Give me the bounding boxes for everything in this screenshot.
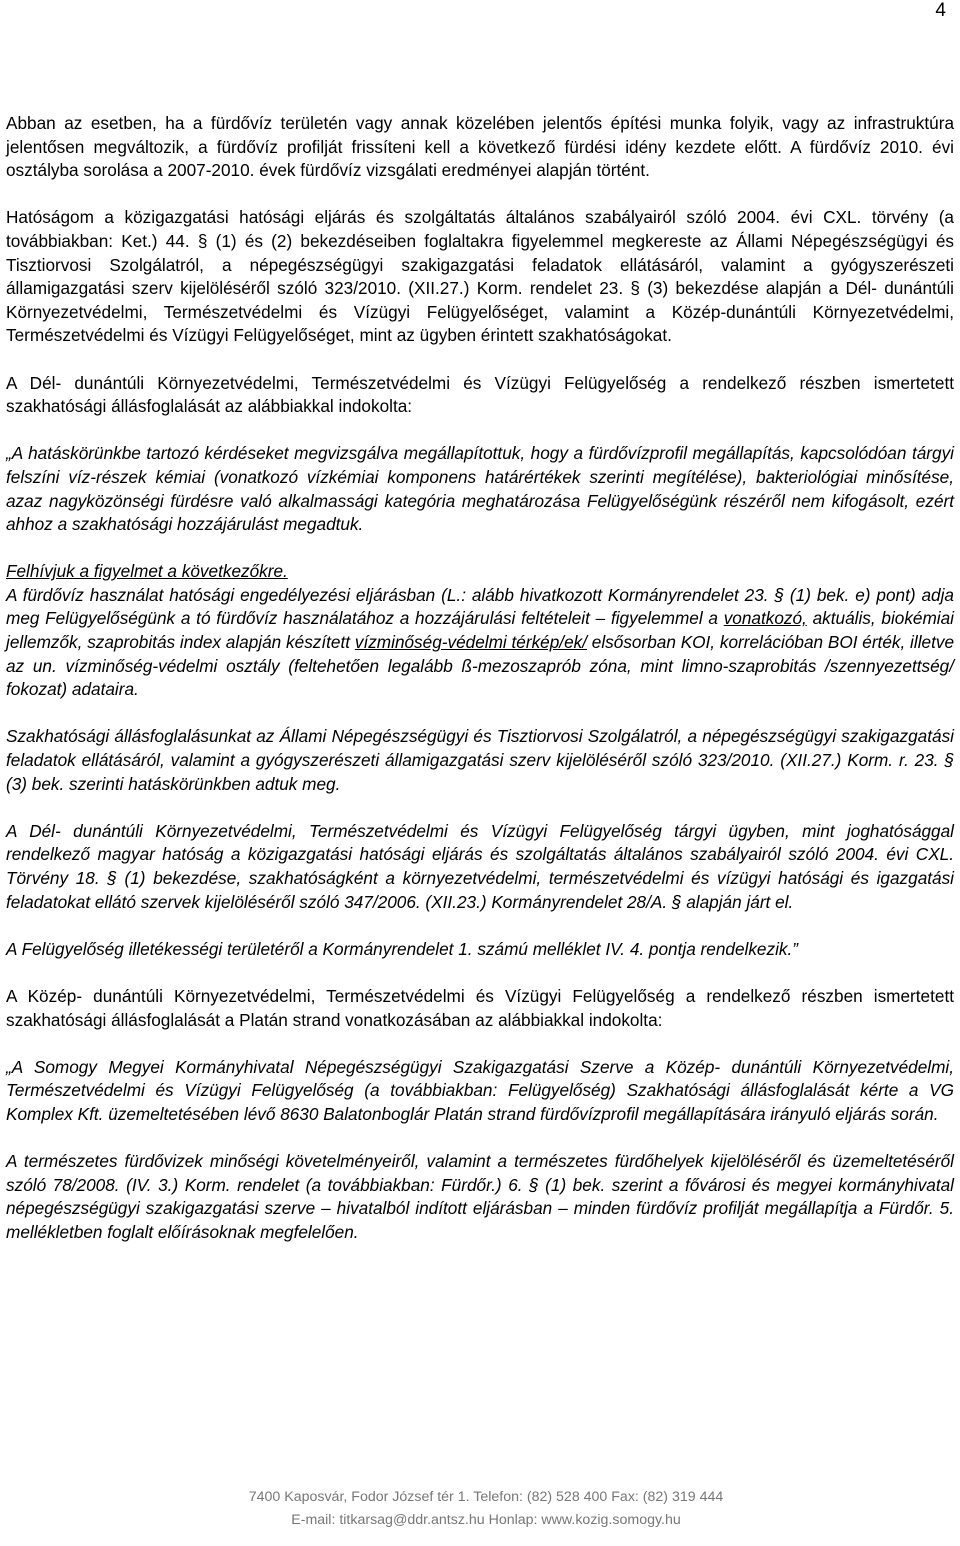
attention-text-underlined-1: vonatkozó, — [723, 608, 807, 629]
paragraph-kd-quote-request: „A Somogy Megyei Kormányhivatal Népegészségügyi Szakigazgatási Szerve a Közép- dunántúli Környezetvédelmi, Természetvédelmi és Vízügyi Felügyelőség (a továbbiakban: Felügyelőség) Szakhatósági állásfoglalását kérte a VG Komplex Kft. üzemeltetésében lévő 8630 Balatonboglár Platán strand fürdővízprofil megállapítására irányuló eljárás során. — [6, 1056, 954, 1124]
footer-address: 7400 Kaposvár, Fodor József tér 1. Telefon: (82) 528 400 Fax: (82) 319 444 — [248, 1489, 724, 1505]
attention-text-c: elsősorban KOI, korrelációban BOI érték, illetve az un. vízminőség-védelmi osztály (feltehetően legalább ß-mezoszaprób zóna, mint limno-szaprobitás /szennyezettség/ fokozat) adataira. — [6, 632, 955, 700]
paragraph-attention-body — [6, 584, 954, 702]
paragraph-attention-title: Felhívjuk a figyelmet a következőkre. — [6, 561, 288, 582]
paragraph-dd-quote-findings: „A hatáskörünkbe tartozó kérdéseket megvizsgálva megállapítottuk, hogy a fürdővízprofil megállapítás, kapcsolódóan tárgyi felszíni víz-részek kémiai (vonatkozó vízkémiai komponens határértékek szerinti megítélése), bakteriológiai minősítése, azaz nagyközönségi fürdésre való alkalmassági kategória meghatározása Felügyelőségünk részéről nem kifogásolt, ezért ahhoz a szakhatósági hozzájárulást megadtuk. — [6, 443, 954, 535]
paragraph-kd-quote-regulation: A természetes fürdővizek minőségi követelményeiről, valamint a természetes fürdőhelyek kijelöléséről és üzemeltetéséről szóló 78/2008. (IV. 3.) Korm. rendelet (a továbbiakban: Fürdőr.) 6. § (1) bek. szerint a fővárosi és megyei kormányhivatal népegészségügyi szakigazgatási szerve – hivatalból indított eljárásban – minden fürdővíz profilját megállapítja a Fürdőr. 5. mellékletben foglalt előírásoknak megfelelően. — [6, 1151, 954, 1242]
page-number: 4 — [935, 0, 946, 21]
attention-text-a: A fürdővíz használat hatósági engedélyezési eljárásban (L.: alább hivatkozott Kormányrendelet 23. § (1) bek. e) pont) adja meg Felügyelőségünk a tó fürdővíz használatához a hozzájárulási feltételeit – figyelemmel a — [6, 584, 954, 629]
paragraph-dd-competence: Szakhatósági állásfoglalásunkat az Állami Népegészségügyi és Tisztiorvosi Szolgálatról, a népegészségügyi szakigazgatási feladatok ellátásáról, valamint a gyógyszerészeti államigazgatási szerv kijelöléséről szóló 323/2010. (XII.27.) Korm. r. 23. § (3) bek. szerinti hatáskörünkben adtuk meg. — [6, 726, 954, 794]
paragraph-kd-intro: A Közép- dunántúli Környezetvédelmi, Természetvédelmi és Vízügyi Felügyelőség a rendelkező részben ismertetett szakhatósági állásfoglalását a Platán strand vonatkozásában az alábbiakkal indokolta: — [6, 985, 954, 1030]
page-footer — [0, 1486, 960, 1532]
paragraph-authority-request: Hatóságom a közigazgatási hatósági eljárás és szolgáltatás általános szabályairól szóló 2004. évi CXL. törvény (a továbbiakban: Ket.) 44. § (1) és (2) bekezdéseiben foglaltakra figyelemmel megkereste az Állami Népegészségügyi és Tisztiorvosi Szolgálatról, a népegészségügyi szakigazgatási feladatok ellátásáról, valamint a gyógyszerészeti államigazgatási szerv kijelöléséről szóló 323/2010. (XII.27.) Korm. rendelet 23. § (3) bekezdése alapján a Dél- dunántúli Környezetvédelmi, Természetvédelmi és Vízügyi Felügyelőséget, valamint a Közép-dunántúli Környezetvédelmi, Természetvédelmi és Vízügyi Felügyelőséget, mint az ügyben érintett szakhatóságokat. — [6, 207, 954, 346]
paragraph-bathing-water-profile: Abban az esetben, ha a fürdővíz területén vagy annak közelében jelentős építési munka folyik, vagy az infrastruktúra jelentősen megváltozik, a fürdővíz profilját frissíteni kell a következő fürdési idény kezdete előtt. A fürdővíz 2010. évi osztályba sorolása a 2007-2010. évek fürdővíz vizsgálati eredményei alapján történt. — [6, 113, 954, 181]
document-body — [6, 112, 954, 1268]
attention-text-underlined-2: vízminőség-védelmi térkép/ek/ — [354, 632, 587, 653]
attention-text-b: aktuális, biokémiai jellemzők, szaprobitás index alapján készített — [6, 608, 954, 653]
paragraph-dd-intro: A Dél- dunántúli Környezetvédelmi, Természetvédelmi és Vízügyi Felügyelőség a rendelkező részben ismertetett szakhatósági állásfoglalását az alábbiakkal indokolta: — [6, 372, 954, 417]
paragraph-dd-jurisdiction: A Dél- dunántúli Környezetvédelmi, Természetvédelmi és Vízügyi Felügyelőség tárgyi ügyben, mint joghatósággal rendelkező magyar hatóság a közigazgatási hatósági eljárás és szolgáltatás általános szabályairól szóló 2004. évi CXL. Törvény 18. § (1) bekezdése, szakhatóságként a környezetvédelmi, természetvédelmi és vízügyi hatósági és igazgatási feladatokat ellátó szervek kijelöléséről szóló 347/2006. (XII.23.) Kormányrendelet 28/A. § alapján járt el. — [6, 820, 954, 912]
footer-contact: E-mail: titkarsag@ddr.antsz.hu Honlap: www.kozig.somogy.hu — [291, 1512, 681, 1528]
paragraph-dd-territory: A Felügyelőség illetékességi területéről a Kormányrendelet 1. számú melléklet IV. 4. pontja rendelkezik.” — [6, 938, 798, 959]
